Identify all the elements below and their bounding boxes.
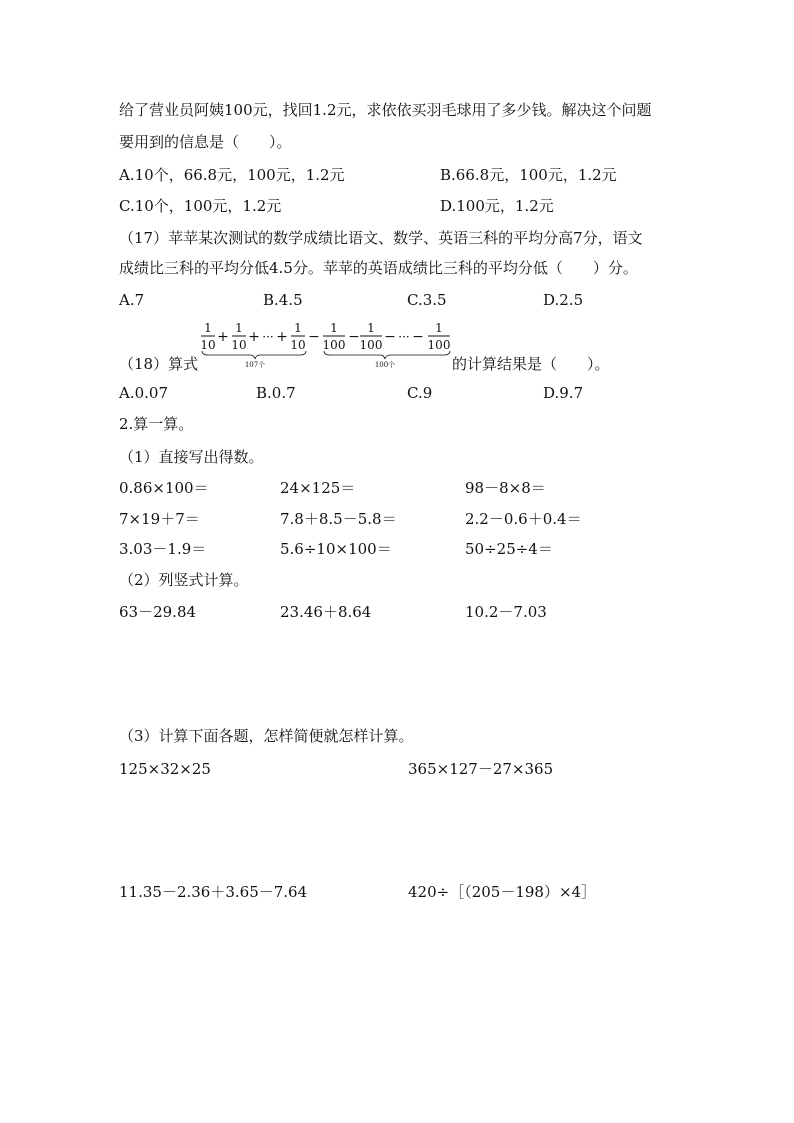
ellipsis: ··· [262,330,274,344]
plus-sign: + [217,329,229,345]
q18-option-d: D.9.7 [543,384,584,402]
q18-prefix: （18）算式 [119,355,199,373]
fraction-1-100-b [360,321,383,352]
direct-item: 50÷25÷4＝ [465,540,553,558]
svg-text:1: 1 [330,321,338,335]
subsection-direct-title: （1）直接写出得数。 [119,448,264,466]
underbrace-100 [324,351,450,359]
fraction-1-10-a [200,321,215,352]
direct-item: 98－8×8＝ [465,479,546,497]
plus-sign: + [248,329,260,345]
subsection-simplify-title: （3）计算下面各题，怎样简便就怎样计算。 [119,727,414,745]
q16-option-d: D.100元，1.2元 [440,197,554,215]
subsection-vertical-title: （2）列竖式计算。 [119,571,249,589]
svg-text:10: 10 [290,338,306,352]
direct-item: 5.6÷10×100＝ [280,540,392,558]
ellipsis: ··· [398,330,410,344]
fraction-1-100-a [323,321,346,352]
direct-item: 7.8＋8.5－5.8＝ [280,510,397,528]
minus-sign: − [348,329,360,345]
q16-line2: 要用到的信息是（ ）。 [119,133,292,151]
direct-item: 7×19＋7＝ [119,510,200,528]
q17-option-d: D.2.5 [543,291,584,309]
simplify-item: 11.35－2.36＋3.65－7.64 [119,883,308,901]
q16-option-b: B.66.8元，100元，1.2元 [440,166,617,184]
q18-suffix: 的计算结果是（ ）。 [452,355,610,373]
fraction-1-10-c [290,321,305,352]
brace-label-100: 100个 [374,361,396,369]
q17-option-b: B.4.5 [263,291,303,309]
svg-text:1: 1 [294,321,302,335]
q17-option-a: A.7 [119,291,145,309]
svg-text:1: 1 [367,321,375,335]
q16-option-a: A.10个，66.8元，100元，1.2元 [119,166,345,184]
section-title: 2.算一算。 [119,415,194,433]
plus-sign: + [276,329,288,345]
minus-sign: − [412,329,424,345]
svg-text:1: 1 [235,321,243,335]
fraction-1-100-c [428,321,451,352]
fraction-1-10-b [231,321,246,352]
q18-option-c: C.9 [407,384,433,402]
svg-text:1: 1 [204,321,212,335]
q16-line1: 给了营业员阿姨100元，找回1.2元，求依依买羽毛球用了多少钱。解决这个问题 [119,101,652,119]
direct-item: 24×125＝ [280,479,356,497]
q16-option-c: C.10个，100元，1.2元 [119,197,282,215]
svg-text:100: 100 [427,338,451,352]
vertical-item: 23.46＋8.64 [280,603,372,621]
svg-text:10: 10 [231,338,247,352]
q18-option-a: A.0.07 [119,384,168,402]
q18-option-b: B.0.7 [256,384,296,402]
simplify-item: 420÷［（205－198）×4］ [408,883,597,901]
underbrace-107 [202,351,306,359]
vertical-item: 10.2－7.03 [465,603,547,621]
direct-item: 0.86×100＝ [119,479,209,497]
q17-line2: 成绩比三科的平均分低4.5分。苹苹的英语成绩比三科的平均分低（ ）分。 [119,259,638,277]
q17-option-c: C.3.5 [407,291,447,309]
simplify-item: 125×32×25 [119,760,211,778]
vertical-item: 63－29.84 [119,603,197,621]
svg-text:10: 10 [200,338,216,352]
minus-sign: − [308,329,320,345]
minus-sign: − [384,329,396,345]
svg-text:100: 100 [359,338,383,352]
direct-item: 2.2－0.6＋0.4＝ [465,510,582,528]
direct-item: 3.03－1.9＝ [119,540,207,558]
q18-expression [200,318,460,374]
svg-text:1: 1 [435,321,443,335]
simplify-item: 365×127－27×365 [408,760,554,778]
brace-label-107: 107个 [244,361,266,369]
q17-line1: （17）苹苹某次测试的数学成绩比语文、数学、英语三科的平均分高7分，语文 [119,229,643,247]
svg-text:100: 100 [322,338,346,352]
